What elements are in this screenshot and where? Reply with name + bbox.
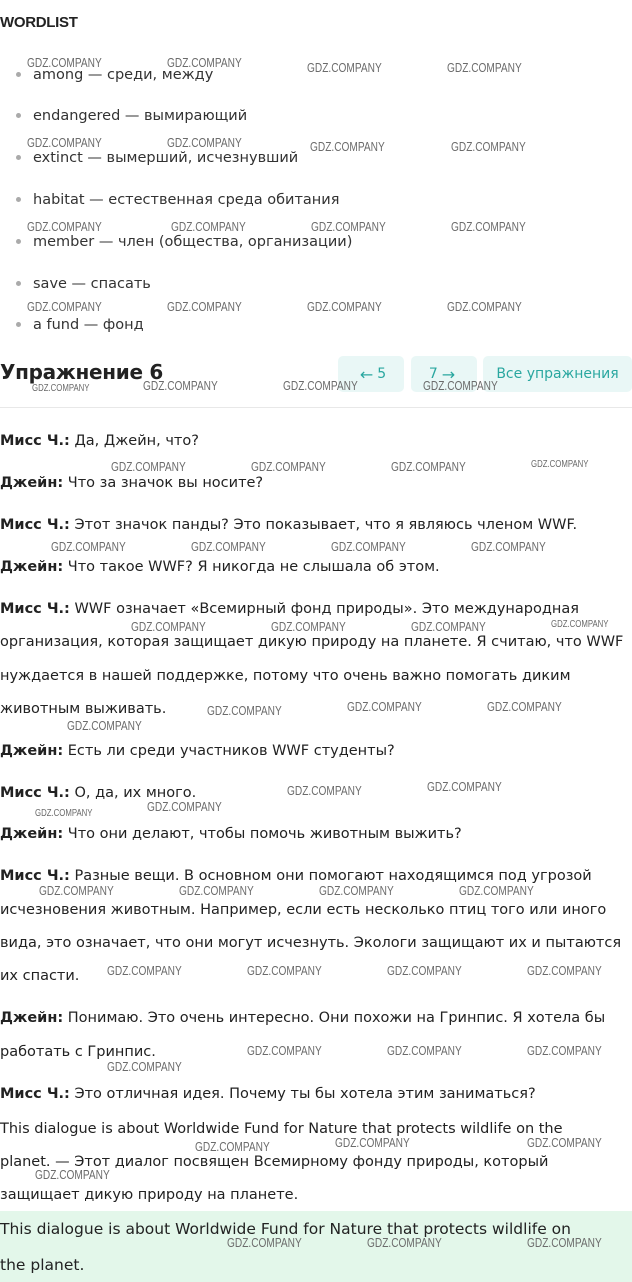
watermark: GDZ.COMPANY — [35, 808, 93, 819]
dialogue-line: Джейн: Понимаю. Это очень интересно. Они похожи на Гринпис. Я хотела бы — [0, 1010, 606, 1026]
watermark: GDZ.COMPANY — [367, 1235, 442, 1250]
watermark: GDZ.COMPANY — [527, 1043, 602, 1058]
bullet-icon — [16, 322, 21, 327]
watermark: GDZ.COMPANY — [531, 459, 589, 470]
exercise-title: Упражнение 6 — [0, 360, 164, 384]
dialogue-line: Мисс Ч.: Это отличная идея. Почему ты бы хотела этим заниматься? — [0, 1086, 536, 1102]
dialogue-line-cont: вида, это означает, что они могут исчезнуть. Экологи защищают их и пытаются — [0, 935, 622, 951]
watermark: GDZ.COMPANY — [247, 963, 322, 978]
watermark: GDZ.COMPANY — [451, 219, 526, 234]
watermark: GDZ.COMPANY — [111, 459, 186, 474]
dialogue-line: Мисс Ч.: Этот значок панды? Это показывает, что я являюсь членом WWF. — [0, 517, 578, 533]
answer-line: planet. — Этот диалог посвящен Всемирному фонду природы, который — [0, 1154, 549, 1170]
watermark: GDZ.COMPANY — [143, 378, 218, 393]
bullet-icon — [16, 197, 21, 202]
watermark: GDZ.COMPANY — [307, 60, 382, 75]
watermark: GDZ.COMPANY — [527, 1135, 602, 1150]
watermark: GDZ.COMPANY — [319, 883, 394, 898]
watermark: GDZ.COMPANY — [27, 135, 102, 150]
bullet-icon — [16, 155, 21, 160]
arrow-left-icon: ← — [359, 364, 374, 384]
watermark: GDZ.COMPANY — [487, 699, 562, 714]
watermark: GDZ.COMPANY — [387, 963, 462, 978]
bullet-icon — [16, 113, 21, 118]
watermark: GDZ.COMPANY — [27, 55, 102, 70]
watermark: GDZ.COMPANY — [107, 963, 182, 978]
watermark: GDZ.COMPANY — [551, 619, 609, 630]
list-item: extinct — вымерший, исчезнувший — [16, 147, 298, 169]
list-item: a fund — фонд — [16, 314, 144, 336]
dialogue-line-cont: организация, которая защищает дикую природу на планете. Я считаю, что WWF — [0, 634, 624, 650]
watermark: GDZ.COMPANY — [167, 299, 242, 314]
watermark: GDZ.COMPANY — [32, 383, 90, 394]
dialogue-line: Джейн: Что они делают, чтобы помочь животным выжить? — [0, 826, 462, 842]
highlighted-answer-line: the planet. — [0, 1256, 85, 1274]
watermark: GDZ.COMPANY — [107, 1059, 182, 1074]
watermark: GDZ.COMPANY — [391, 459, 466, 474]
watermark: GDZ.COMPANY — [423, 378, 498, 393]
dialogue-line: Мисс Ч.: Разные вещи. В основном они помогают находящимся под угрозой — [0, 868, 592, 884]
watermark: GDZ.COMPANY — [335, 1135, 410, 1150]
watermark: GDZ.COMPANY — [195, 1139, 270, 1154]
watermark: GDZ.COMPANY — [167, 55, 242, 70]
watermark: GDZ.COMPANY — [35, 1167, 110, 1182]
watermark: GDZ.COMPANY — [179, 883, 254, 898]
answer-line: This dialogue is about Worldwide Fund for Nature that protects wildlife on the — [0, 1121, 563, 1137]
watermark: GDZ.COMPANY — [451, 139, 526, 154]
watermark: GDZ.COMPANY — [171, 219, 246, 234]
list-item: endangered — вымирающий — [16, 105, 247, 127]
dialogue-line-cont: их спасти. — [0, 968, 80, 984]
watermark: GDZ.COMPANY — [27, 219, 102, 234]
bullet-icon — [16, 72, 21, 77]
watermark: GDZ.COMPANY — [447, 60, 522, 75]
watermark: GDZ.COMPANY — [459, 883, 534, 898]
watermark: GDZ.COMPANY — [39, 883, 114, 898]
watermark: GDZ.COMPANY — [51, 539, 126, 554]
divider — [0, 407, 632, 408]
dialogue-line: Мисс Ч.: Да, Джейн, что? — [0, 433, 199, 449]
dialogue-line-cont: нуждается в нашей поддержке, потому что очень важно помогать диким — [0, 668, 571, 684]
dialogue-line-cont: животным выживать. — [0, 701, 167, 717]
watermark: GDZ.COMPANY — [447, 299, 522, 314]
dialogue-line: Джейн: Что за значок вы носите? — [0, 475, 264, 491]
next-exercise-button[interactable]: 7 → — [411, 356, 477, 392]
watermark: GDZ.COMPANY — [387, 1043, 462, 1058]
watermark: GDZ.COMPANY — [527, 963, 602, 978]
watermark: GDZ.COMPANY — [67, 718, 142, 733]
watermark: GDZ.COMPANY — [427, 779, 502, 794]
dialogue-line-cont: исчезновения животным. Например, если есть несколько птиц того или иного — [0, 902, 607, 918]
watermark: GDZ.COMPANY — [131, 619, 206, 634]
watermark: GDZ.COMPANY — [283, 378, 358, 393]
watermark: GDZ.COMPANY — [311, 219, 386, 234]
watermark: GDZ.COMPANY — [331, 539, 406, 554]
watermark: GDZ.COMPANY — [167, 135, 242, 150]
list-item: habitat — естественная среда обитания — [16, 189, 339, 211]
arrow-right-icon: → — [441, 364, 456, 384]
watermark: GDZ.COMPANY — [347, 699, 422, 714]
watermark: GDZ.COMPANY — [307, 299, 382, 314]
bullet-icon — [16, 239, 21, 244]
answer-line: защищает дикую природу на планете. — [0, 1187, 299, 1203]
wordlist-title: WORDLIST — [0, 14, 78, 31]
watermark: GDZ.COMPANY — [287, 783, 362, 798]
dialogue-line: Мисс Ч.: О, да, их много. — [0, 785, 197, 801]
watermark: GDZ.COMPANY — [411, 619, 486, 634]
watermark: GDZ.COMPANY — [271, 619, 346, 634]
all-exercises-button[interactable]: Все упражнения — [483, 356, 632, 392]
watermark: GDZ.COMPANY — [191, 539, 266, 554]
dialogue-line: Мисс Ч.: WWF означает «Всемирный фонд природы». Это международная — [0, 601, 579, 617]
watermark: GDZ.COMPANY — [27, 299, 102, 314]
list-item: member — член (общества, организации) — [16, 231, 352, 253]
bullet-icon — [16, 281, 21, 286]
watermark: GDZ.COMPANY — [310, 139, 385, 154]
dialogue-line-cont: работать с Гринпис. — [0, 1044, 156, 1060]
watermark: GDZ.COMPANY — [147, 799, 222, 814]
dialogue-line: Джейн: Есть ли среди участников WWF студенты? — [0, 743, 395, 759]
dialogue-line: Джейн: Что такое WWF? Я никогда не слышала об этом. — [0, 559, 440, 575]
highlighted-answer-line: This dialogue is about Worldwide Fund for Nature that protects wildlife on — [0, 1220, 571, 1238]
list-item: save — спасать — [16, 273, 151, 295]
list-item: among — среди, между — [16, 64, 213, 86]
prev-exercise-button[interactable]: ← 5 — [338, 356, 404, 392]
watermark: GDZ.COMPANY — [471, 539, 546, 554]
watermark: GDZ.COMPANY — [227, 1235, 302, 1250]
watermark: GDZ.COMPANY — [247, 1043, 322, 1058]
watermark: GDZ.COMPANY — [527, 1235, 602, 1250]
watermark: GDZ.COMPANY — [251, 459, 326, 474]
watermark: GDZ.COMPANY — [207, 703, 282, 718]
